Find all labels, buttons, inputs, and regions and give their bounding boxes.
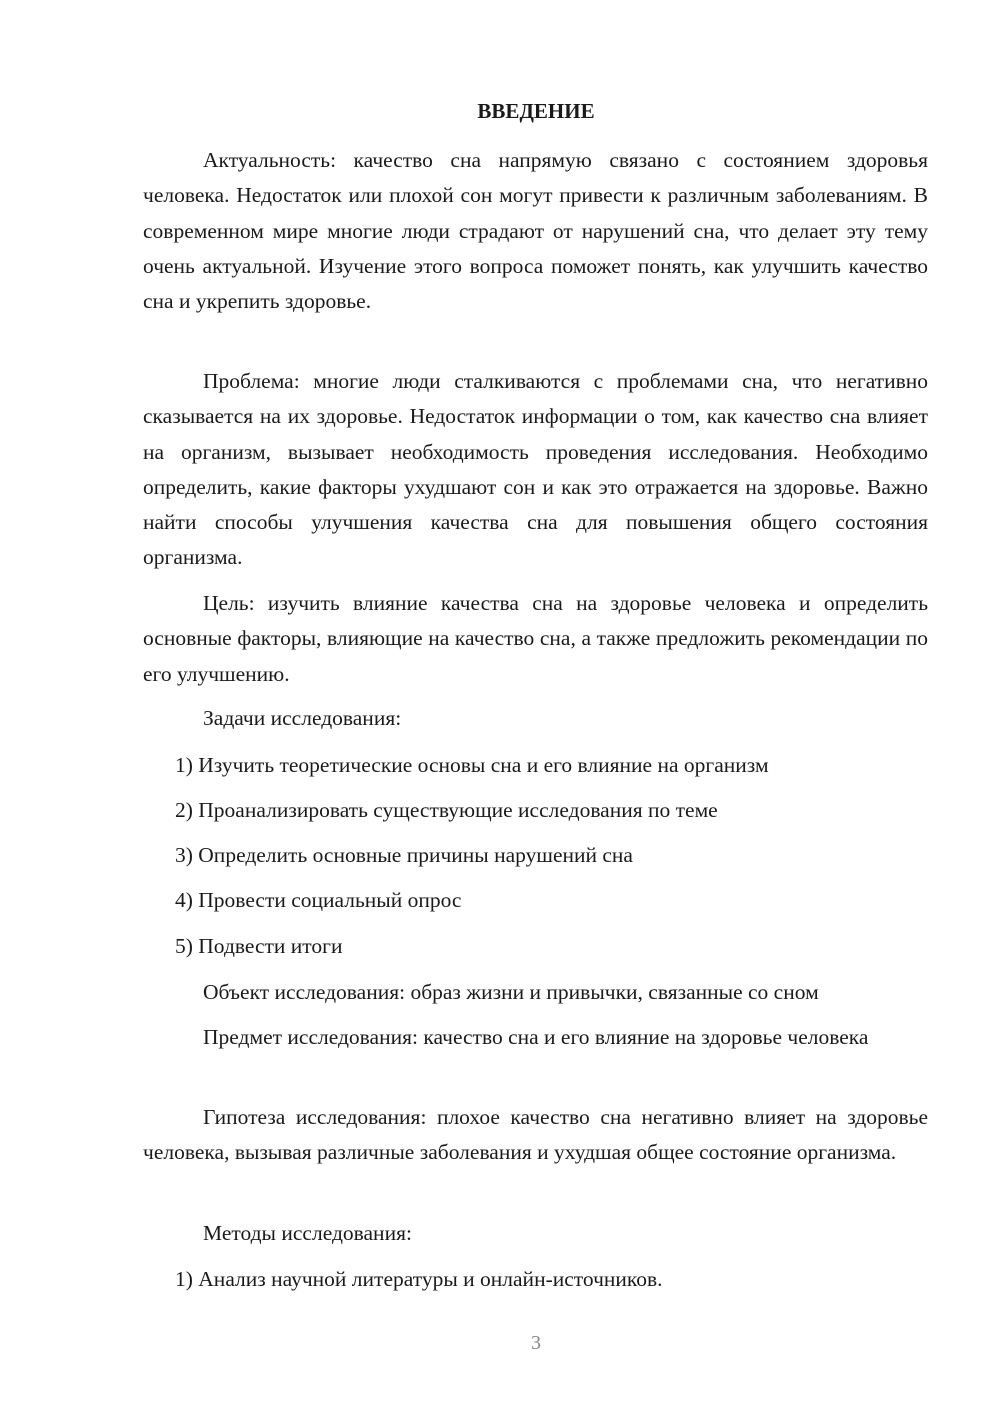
method-item: 1) Анализ научной литературы и онлайн-источников.	[175, 1267, 663, 1291]
object-paragraph: Объект исследования: образ жизни и привычки, связанные со сном	[203, 980, 819, 1004]
page-number: 3	[531, 1332, 541, 1354]
methods-heading: Методы исследования:	[203, 1221, 412, 1245]
task-item: 4) Провести социальный опрос	[175, 888, 462, 912]
tasks-heading: Задачи исследования:	[203, 706, 402, 730]
subject-paragraph: Предмет исследования: качество сна и его влияние на здоровье человека	[203, 1025, 869, 1049]
goal-paragraph: Цель: изучить влияние качества сна на здоровье человека и определить основные факторы, влияющие на качество сна, а также предложить рекомендации по его улучшению.	[143, 591, 928, 686]
problem-paragraph: Проблема: многие люди сталкиваются с проблемами сна, что негативно сказывается на их здоровье. Недостаток информации о том, как качество сна влияет на организм, вызывает необходимость проведения исследования. Необходимо определить, какие факторы ухудшают сон и как это отражается на здоровье. Важно найти способы улучшения качества сна для повышения общего состояния организма.	[143, 369, 928, 570]
hypothesis-paragraph: Гипотеза исследования: плохое качество сна негативно влияет на здоровье человека, вызывая различные заболевания и ухудшая общее состояние организма.	[143, 1105, 928, 1165]
relevance-paragraph: Актуальность: качество сна напрямую связано с состоянием здоровья человека. Недостаток или плохой сон могут привести к различным заболеваниям. В современном мире многие люди страдают от нарушений сна, что делает эту тему очень актуальной. Изучение этого вопроса поможет понять, как улучшить качество сна и укрепить здоровье.	[143, 148, 928, 314]
task-item: 5) Подвести итоги	[175, 934, 343, 958]
task-item: 3) Определить основные причины нарушений сна	[175, 843, 633, 867]
task-item: 1) Изучить теоретические основы сна и его влияние на организм	[175, 753, 769, 777]
section-title: ВВЕДЕНИЕ	[477, 99, 595, 123]
task-item: 2) Проанализировать существующие исследования по теме	[175, 798, 718, 822]
